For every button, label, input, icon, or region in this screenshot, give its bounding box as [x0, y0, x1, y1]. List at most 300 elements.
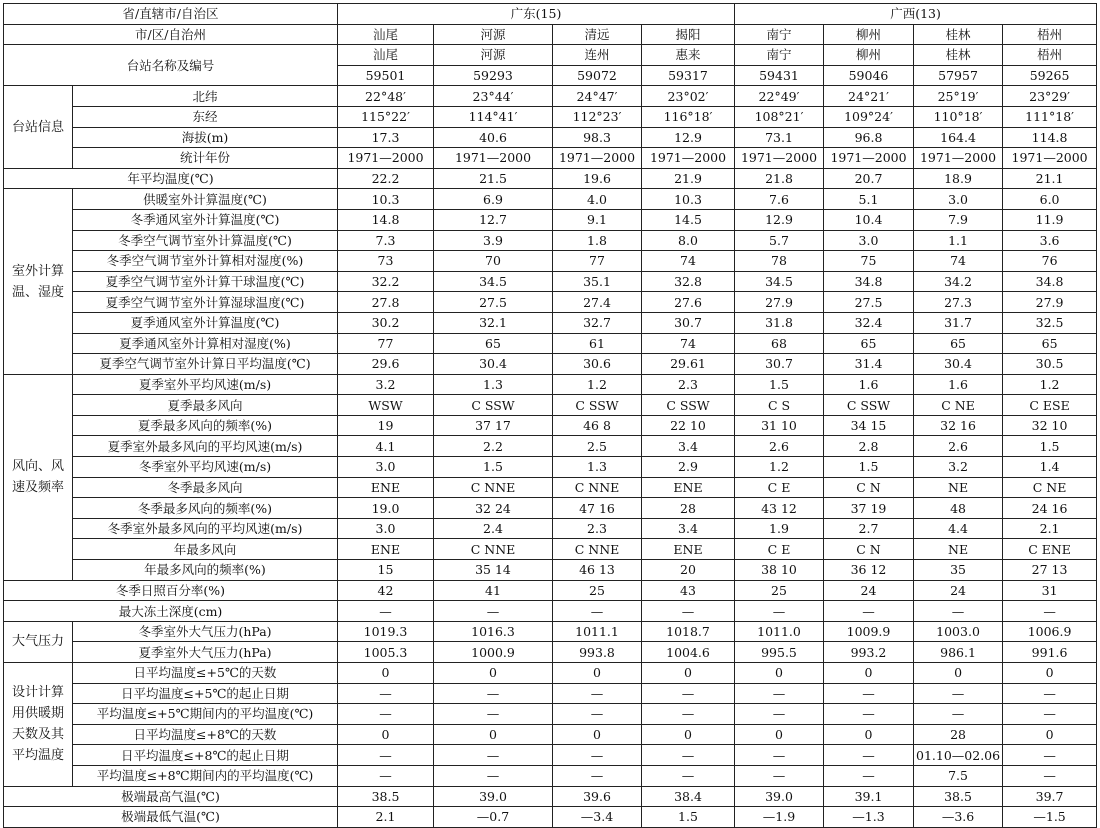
section-label: 大气压力: [4, 621, 73, 662]
province-label: 省/直辖市/自治区: [4, 4, 338, 25]
header-row-city: [4, 24, 1097, 45]
value-cell: 37 17: [434, 415, 553, 436]
value-cell: 39.0: [735, 786, 824, 807]
table-row: [4, 786, 1097, 807]
value-cell: 0: [735, 724, 824, 745]
table-row: [4, 209, 1097, 230]
row-label: 冬季室外平均风速(m/s): [73, 457, 338, 478]
city-cell: 南宁: [735, 24, 824, 45]
value-cell: 32.7: [553, 312, 642, 333]
value-cell: 1.2: [1003, 374, 1097, 395]
value-cell: 1971—2000: [434, 148, 553, 169]
value-cell: 30.2: [338, 312, 434, 333]
value-cell: 4.0: [553, 189, 642, 210]
value-cell: 993.8: [553, 642, 642, 663]
value-cell: NE: [914, 539, 1003, 560]
table-row: [4, 189, 1097, 210]
value-cell: 43 12: [735, 498, 824, 519]
row-label: 供暖室外计算温度(℃): [73, 189, 338, 210]
row-label: 东经: [73, 106, 338, 127]
value-cell: 28: [642, 498, 735, 519]
value-cell: 1.6: [824, 374, 914, 395]
table-row: [4, 601, 1097, 622]
value-cell: 114.8: [1003, 127, 1097, 148]
value-cell: 10.3: [642, 189, 735, 210]
value-cell: —: [735, 683, 824, 704]
table-row: [4, 86, 1097, 107]
value-cell: 22°48′: [338, 86, 434, 107]
value-cell: 1006.9: [1003, 621, 1097, 642]
value-cell: 1.1: [914, 230, 1003, 251]
value-cell: 37 19: [824, 498, 914, 519]
table-row: [4, 642, 1097, 663]
value-cell: 3.0: [914, 189, 1003, 210]
value-cell: 39.0: [434, 786, 553, 807]
value-cell: 1.5: [642, 807, 735, 828]
station-name-cell: 柳州: [824, 45, 914, 66]
value-cell: —3.6: [914, 807, 1003, 828]
value-cell: C N: [824, 539, 914, 560]
value-cell: 19.0: [338, 498, 434, 519]
value-cell: 1971—2000: [1003, 148, 1097, 169]
value-cell: C NNE: [434, 477, 553, 498]
value-cell: 76: [1003, 251, 1097, 272]
value-cell: 19: [338, 415, 434, 436]
value-cell: 0: [1003, 663, 1097, 684]
value-cell: 27.4: [553, 292, 642, 313]
table-row: [4, 230, 1097, 251]
province-guangxi: 广西(13): [735, 4, 1097, 25]
value-cell: 3.0: [338, 457, 434, 478]
value-cell: 36 12: [824, 560, 914, 581]
value-cell: 12.9: [735, 209, 824, 230]
value-cell: C SSW: [434, 395, 553, 416]
row-label: 日平均温度≤+8℃的天数: [73, 724, 338, 745]
value-cell: 1018.7: [642, 621, 735, 642]
table-row: [4, 518, 1097, 539]
station-code-cell: 59501: [338, 65, 434, 86]
table-row: [4, 333, 1097, 354]
value-cell: —: [642, 601, 735, 622]
value-cell: 30.4: [914, 354, 1003, 375]
row-label: 夏季最多风向: [73, 395, 338, 416]
station-code-cell: 57957: [914, 65, 1003, 86]
value-cell: ENE: [338, 539, 434, 560]
value-cell: 1.2: [735, 457, 824, 478]
value-cell: 27 13: [1003, 560, 1097, 581]
value-cell: —1.5: [1003, 807, 1097, 828]
value-cell: —: [434, 765, 553, 786]
value-cell: 65: [1003, 333, 1097, 354]
city-cell: 桂林: [914, 24, 1003, 45]
value-cell: 98.3: [553, 127, 642, 148]
value-cell: 1.5: [824, 457, 914, 478]
value-cell: —: [434, 601, 553, 622]
value-cell: 34.5: [434, 271, 553, 292]
value-cell: 34.5: [735, 271, 824, 292]
station-code-cell: 59072: [553, 65, 642, 86]
value-cell: 46 13: [553, 560, 642, 581]
row-label: 平均温度≤+8℃期间内的平均温度(℃): [73, 765, 338, 786]
value-cell: 30.5: [1003, 354, 1097, 375]
value-cell: 32.1: [434, 312, 553, 333]
value-cell: 1.8: [553, 230, 642, 251]
value-cell: 24: [824, 580, 914, 601]
value-cell: 39.1: [824, 786, 914, 807]
station-name-cell: 南宁: [735, 45, 824, 66]
value-cell: —: [553, 745, 642, 766]
row-label: 最大冻土深度(cm): [4, 601, 338, 622]
value-cell: 30.6: [553, 354, 642, 375]
value-cell: 1971—2000: [553, 148, 642, 169]
station-label: 台站名称及编号: [4, 45, 338, 86]
value-cell: 43: [642, 580, 735, 601]
value-cell: 25: [735, 580, 824, 601]
value-cell: 115°22′: [338, 106, 434, 127]
table-row: [4, 312, 1097, 333]
value-cell: 110°18′: [914, 106, 1003, 127]
value-cell: 0: [553, 724, 642, 745]
value-cell: 38 10: [735, 560, 824, 581]
value-cell: —: [914, 704, 1003, 725]
city-cell: 河源: [434, 24, 553, 45]
value-cell: —: [338, 765, 434, 786]
table-row: [4, 704, 1097, 725]
value-cell: —: [735, 601, 824, 622]
value-cell: 21.5: [434, 168, 553, 189]
value-cell: 31.4: [824, 354, 914, 375]
value-cell: 25: [553, 580, 642, 601]
table-row: [4, 374, 1097, 395]
value-cell: 21.9: [642, 168, 735, 189]
value-cell: C E: [735, 477, 824, 498]
row-label: 统计年份: [73, 148, 338, 169]
value-cell: —: [1003, 601, 1097, 622]
value-cell: 27.3: [914, 292, 1003, 313]
table-row: [4, 395, 1097, 416]
value-cell: 24°47′: [553, 86, 642, 107]
station-code-cell: 59431: [735, 65, 824, 86]
value-cell: 30.7: [642, 312, 735, 333]
station-name-cell: 汕尾: [338, 45, 434, 66]
row-label: 夏季室外大气压力(hPa): [73, 642, 338, 663]
value-cell: —1.3: [824, 807, 914, 828]
value-cell: C NE: [914, 395, 1003, 416]
value-cell: 2.5: [553, 436, 642, 457]
value-cell: 108°21′: [735, 106, 824, 127]
table-row: [4, 354, 1097, 375]
row-label: 冬季日照百分率(%): [4, 580, 338, 601]
station-name-cell: 河源: [434, 45, 553, 66]
value-cell: 73.1: [735, 127, 824, 148]
value-cell: —: [824, 683, 914, 704]
table-row: [4, 292, 1097, 313]
value-cell: 1971—2000: [642, 148, 735, 169]
value-cell: 3.9: [434, 230, 553, 251]
value-cell: 65: [824, 333, 914, 354]
city-label: 市/区/自治州: [4, 24, 338, 45]
value-cell: 986.1: [914, 642, 1003, 663]
value-cell: 70: [434, 251, 553, 272]
value-cell: 30.4: [434, 354, 553, 375]
value-cell: 41: [434, 580, 553, 601]
value-cell: —1.9: [735, 807, 824, 828]
value-cell: 35: [914, 560, 1003, 581]
value-cell: 75: [824, 251, 914, 272]
value-cell: —0.7: [434, 807, 553, 828]
value-cell: 0: [434, 663, 553, 684]
table-row: [4, 271, 1097, 292]
value-cell: 1.4: [1003, 457, 1097, 478]
value-cell: —3.4: [553, 807, 642, 828]
table-row: [4, 807, 1097, 828]
value-cell: 116°18′: [642, 106, 735, 127]
value-cell: 68: [735, 333, 824, 354]
value-cell: 4.4: [914, 518, 1003, 539]
value-cell: 32 10: [1003, 415, 1097, 436]
row-label: 日平均温度≤+5℃的天数: [73, 663, 338, 684]
value-cell: C ENE: [1003, 539, 1097, 560]
value-cell: —: [824, 704, 914, 725]
value-cell: 1.5: [1003, 436, 1097, 457]
value-cell: 31: [1003, 580, 1097, 601]
value-cell: 1.6: [914, 374, 1003, 395]
section-label: 设计计算用供暖期天数及其平均温度: [4, 663, 73, 787]
value-cell: 27.8: [338, 292, 434, 313]
value-cell: 23°29′: [1003, 86, 1097, 107]
climate-data-table: [3, 3, 1097, 828]
row-label: 年最多风向: [73, 539, 338, 560]
value-cell: 34.2: [914, 271, 1003, 292]
value-cell: 48: [914, 498, 1003, 519]
row-label: 冬季空气调节室外计算温度(℃): [73, 230, 338, 251]
table-row: [4, 415, 1097, 436]
value-cell: 3.2: [338, 374, 434, 395]
value-cell: 77: [338, 333, 434, 354]
value-cell: 0: [824, 663, 914, 684]
value-cell: 35 14: [434, 560, 553, 581]
table-row: [4, 683, 1097, 704]
value-cell: —: [735, 765, 824, 786]
value-cell: 2.8: [824, 436, 914, 457]
value-cell: —: [824, 601, 914, 622]
value-cell: 34 15: [824, 415, 914, 436]
value-cell: —: [434, 745, 553, 766]
table-row: [4, 168, 1097, 189]
row-label: 夏季空气调节室外计算日平均温度(℃): [73, 354, 338, 375]
station-name-cell: 连州: [553, 45, 642, 66]
value-cell: 2.6: [914, 436, 1003, 457]
value-cell: —: [434, 704, 553, 725]
row-label: 夏季通风室外计算相对湿度(%): [73, 333, 338, 354]
value-cell: —: [914, 601, 1003, 622]
station-name-cell: 惠来: [642, 45, 735, 66]
value-cell: 2.2: [434, 436, 553, 457]
value-cell: 2.1: [1003, 518, 1097, 539]
value-cell: C E: [735, 539, 824, 560]
value-cell: —: [642, 683, 735, 704]
value-cell: 2.4: [434, 518, 553, 539]
value-cell: 65: [434, 333, 553, 354]
row-label: 年平均温度(℃): [4, 168, 338, 189]
value-cell: 8.0: [642, 230, 735, 251]
row-label: 平均温度≤+5℃期间内的平均温度(℃): [73, 704, 338, 725]
row-label: 北纬: [73, 86, 338, 107]
value-cell: —: [642, 765, 735, 786]
value-cell: 38.5: [914, 786, 1003, 807]
value-cell: 3.2: [914, 457, 1003, 478]
value-cell: —: [824, 765, 914, 786]
value-cell: 12.7: [434, 209, 553, 230]
value-cell: 0: [642, 724, 735, 745]
row-label: 夏季空气调节室外计算湿球温度(℃): [73, 292, 338, 313]
value-cell: —: [1003, 745, 1097, 766]
value-cell: —: [1003, 765, 1097, 786]
value-cell: 993.2: [824, 642, 914, 663]
row-label: 冬季空气调节室外计算相对湿度(%): [73, 251, 338, 272]
row-label: 冬季通风室外计算温度(℃): [73, 209, 338, 230]
value-cell: 23°02′: [642, 86, 735, 107]
value-cell: —: [434, 683, 553, 704]
value-cell: 30.7: [735, 354, 824, 375]
climate-table-container: [3, 3, 1097, 828]
value-cell: 32.4: [824, 312, 914, 333]
city-cell: 揭阳: [642, 24, 735, 45]
value-cell: 0: [642, 663, 735, 684]
value-cell: 0: [914, 663, 1003, 684]
value-cell: 3.6: [1003, 230, 1097, 251]
table-row: [4, 457, 1097, 478]
row-label: 夏季通风室外计算温度(℃): [73, 312, 338, 333]
table-row: [4, 765, 1097, 786]
value-cell: 0: [338, 663, 434, 684]
value-cell: 77: [553, 251, 642, 272]
value-cell: —: [553, 683, 642, 704]
value-cell: 29.6: [338, 354, 434, 375]
row-label: 日平均温度≤+8℃的起止日期: [73, 745, 338, 766]
value-cell: C NNE: [434, 539, 553, 560]
value-cell: 1011.0: [735, 621, 824, 642]
section-label: 室外计算温、湿度: [4, 189, 73, 374]
value-cell: 3.0: [824, 230, 914, 251]
value-cell: 38.5: [338, 786, 434, 807]
row-label: 极端最低气温(℃): [4, 807, 338, 828]
value-cell: 3.4: [642, 518, 735, 539]
value-cell: 27.6: [642, 292, 735, 313]
row-label: 夏季最多风向的频率(%): [73, 415, 338, 436]
value-cell: —: [735, 745, 824, 766]
row-label: 冬季室外大气压力(hPa): [73, 621, 338, 642]
value-cell: 28: [914, 724, 1003, 745]
value-cell: 1.3: [553, 457, 642, 478]
value-cell: 32.8: [642, 271, 735, 292]
row-label: 极端最高气温(℃): [4, 786, 338, 807]
table-row: [4, 745, 1097, 766]
value-cell: 47 16: [553, 498, 642, 519]
value-cell: 1971—2000: [735, 148, 824, 169]
value-cell: —: [642, 745, 735, 766]
value-cell: 24°21′: [824, 86, 914, 107]
value-cell: 21.1: [1003, 168, 1097, 189]
value-cell: 0: [434, 724, 553, 745]
value-cell: 32.5: [1003, 312, 1097, 333]
table-row: [4, 663, 1097, 684]
value-cell: 38.4: [642, 786, 735, 807]
value-cell: —: [338, 601, 434, 622]
value-cell: 1971—2000: [824, 148, 914, 169]
value-cell: NE: [914, 477, 1003, 498]
row-label: 冬季最多风向的频率(%): [73, 498, 338, 519]
value-cell: 2.6: [735, 436, 824, 457]
row-label: 日平均温度≤+5℃的起止日期: [73, 683, 338, 704]
value-cell: —: [553, 765, 642, 786]
value-cell: C NE: [1003, 477, 1097, 498]
station-code-cell: 59293: [434, 65, 553, 86]
value-cell: 24 16: [1003, 498, 1097, 519]
row-label: 夏季室外最多风向的平均风速(m/s): [73, 436, 338, 457]
value-cell: 32 16: [914, 415, 1003, 436]
value-cell: 01.10—02.06: [914, 745, 1003, 766]
city-cell: 汕尾: [338, 24, 434, 45]
value-cell: 3.0: [338, 518, 434, 539]
table-row: [4, 251, 1097, 272]
value-cell: 1003.0: [914, 621, 1003, 642]
value-cell: 1.3: [434, 374, 553, 395]
value-cell: 995.5: [735, 642, 824, 663]
value-cell: C N: [824, 477, 914, 498]
value-cell: 27.5: [824, 292, 914, 313]
value-cell: ENE: [338, 477, 434, 498]
value-cell: 25°19′: [914, 86, 1003, 107]
value-cell: 27.9: [1003, 292, 1097, 313]
value-cell: 4.1: [338, 436, 434, 457]
table-row: [4, 724, 1097, 745]
value-cell: 27.5: [434, 292, 553, 313]
value-cell: 5.1: [824, 189, 914, 210]
value-cell: 11.9: [1003, 209, 1097, 230]
value-cell: 6.0: [1003, 189, 1097, 210]
station-name-cell: 桂林: [914, 45, 1003, 66]
value-cell: 39.7: [1003, 786, 1097, 807]
table-row: [4, 148, 1097, 169]
value-cell: 1009.9: [824, 621, 914, 642]
table-row: [4, 498, 1097, 519]
station-code-cell: 59317: [642, 65, 735, 86]
value-cell: 32 24: [434, 498, 553, 519]
value-cell: —: [642, 704, 735, 725]
value-cell: 34.8: [1003, 271, 1097, 292]
value-cell: 12.9: [642, 127, 735, 148]
city-cell: 清远: [553, 24, 642, 45]
value-cell: —: [338, 704, 434, 725]
value-cell: 109°24′: [824, 106, 914, 127]
value-cell: 31.7: [914, 312, 1003, 333]
value-cell: 31 10: [735, 415, 824, 436]
value-cell: 0: [338, 724, 434, 745]
value-cell: C SSW: [553, 395, 642, 416]
value-cell: 6.9: [434, 189, 553, 210]
value-cell: C SSW: [642, 395, 735, 416]
value-cell: 7.3: [338, 230, 434, 251]
value-cell: 18.9: [914, 168, 1003, 189]
value-cell: 5.7: [735, 230, 824, 251]
value-cell: 74: [642, 333, 735, 354]
value-cell: 65: [914, 333, 1003, 354]
value-cell: 0: [1003, 724, 1097, 745]
value-cell: 73: [338, 251, 434, 272]
value-cell: 164.4: [914, 127, 1003, 148]
value-cell: 1000.9: [434, 642, 553, 663]
